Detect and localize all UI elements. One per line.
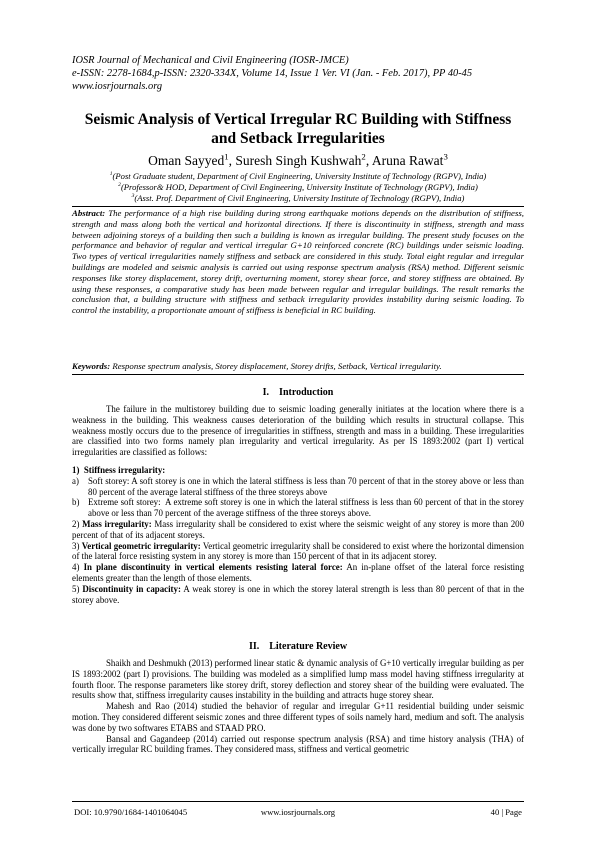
list-item: 2) Mass irregularity: Mass irregularity shall be considered to exist where the seismic weight of any storey is more than 200 percent of that of its adjacent storeys. [72, 518, 525, 540]
list-item-text: Soft storey: A soft storey is one in which the lateral stiffness is less than 70 percent of that in the storey above or less than 80 percent of the average lateral stiffness of the three storeys above [88, 475, 524, 497]
author-mark: 1 [224, 151, 229, 162]
footer-rule [72, 801, 524, 802]
keywords-text: Response spectrum analysis, Storey displacement, Storey drifts, Setback, Vertical irregularity. [112, 361, 442, 371]
section-heading-introduction: I. Introduction [262, 387, 334, 398]
author-name: Oman Sayyed [148, 153, 225, 168]
paragraph: The failure in the multistorey building due to seismic loading generally initiates at the location where there is a weakness in the building. This weakness causes deterioration of the building which results in structural collapse. This weakness mostly occurs due to the presence of irregularities in stiffness, strength and mass in a building. These irregularities are classified into two forms namely plan irregularity and vertical irregularity. As per IS 1893:2002 (part I) vertical irregularities are classified as follows: [72, 404, 524, 458]
list-marker: b) [72, 497, 80, 508]
list-item-label: Mass irregularity: [82, 518, 152, 529]
author-list: Oman Sayyed$^1$, Suresh Singh Kushwah$^2$, Aruna Rawat$^3$ [148, 151, 448, 168]
keywords-bottom-rule [72, 374, 524, 375]
footer-page-number: 40 | Page [490, 807, 522, 817]
affiliation-list [72, 171, 524, 205]
footer-url[interactable]: www.iosrjournals.org [260, 807, 336, 817]
affiliation-mark: 1 [109, 171, 113, 178]
affiliation: $^3$(Asst. Prof. Department of Civil Engineering, University Institute of Technology (RGPV), India) [131, 193, 465, 204]
journal-issn: e-ISSN: 2278-1684,p-ISSN: 2320-334X, Volume 14, Issue 1 Ver. VI (Jan. - Feb. 2017), PP 40-45 [72, 68, 473, 80]
affiliation-mark: 3 [131, 193, 135, 200]
footer-doi: DOI: 10.9790/1684-1401064045 [74, 807, 188, 817]
page-footer [72, 805, 524, 819]
literature-review-body [72, 658, 524, 755]
keywords [72, 361, 524, 372]
list-item [72, 497, 524, 519]
affiliation: $^2$(Professor& HOD, Department of Civil Engineering, University Institute of Technology (RGPV), India) [118, 182, 478, 193]
affiliation-mark: 2 [118, 182, 121, 189]
list-item: 5) Discontinuity in capacity: A weak storey is one in which the storey lateral strength is less than 80 percent of that in the storey above. [72, 583, 525, 605]
paragraph: Mahesh and Rao (2014) studied the behavior of regular and irregular G+11 residential building under seismic motion. They considered different seismic zones and three different types of soils namely hard, medium and soft. The analysis was done by two softwares ETABS and STAAD PRO. [72, 701, 524, 733]
journal-header [72, 54, 532, 94]
paragraph: Shaikh and Deshmukh (2013) performed linear static & dynamic analysis of G+10 vertically irregular building as per IS 1893:2002 (part I) provisions. The building was modeled as a simplified lump mass model having stiffness irregularity at fourth floor. The response parameters like storey drift, storey deflection and storey shear of the building were evaluated. The results show that, stiffness irregularity causes instability in the building and attracts huge storey shear. [72, 658, 524, 701]
author-name: Aruna Rawat [371, 153, 444, 168]
abstract-text: The performance of a high rise building during strong earthquake motions depends on the distribution of stiffness, strength and mass along both the vertical and horizontal directions. If there is discontinuity in stiffness, strength and mass between adjoining storeys of a building then such a building is known as irregular building. The present study focuses on the performance and behavior of regular and vertical irregular G+10 reinforced concrete (RC) buildings under seismic loading. Two types of vertical irregularities namely stiffness and setback are considered in this study. Total eight regular and irregular buildings are modeled and seismic analysis is carried out using response spectrum analysis (RSA) method. Different seismic responses like storey displacement, storey drift, overturning moment, storey shear force, and storey stiffness are obtained. By using these responses, a comparative study has been made between regular and irregular buildings. The result remarks the conclusion that, a building structure with stiffness and setback irregularity provides instability during seismic loading. To control the instability, a proportionate amount of stiffness is beneficial in RC building. [72, 208, 525, 316]
journal-name: IOSR Journal of Mechanical and Civil Engineering (IOSR-JMCE) [72, 55, 349, 66]
list-item-label: Discontinuity in capacity: [82, 583, 181, 594]
affiliation: $^1$(Post Graduate student, Department of Civil Engineering, University Institute of Technology (RGPV), India) [109, 171, 487, 181]
list-item-text: Extreme soft storey: A extreme soft storey is one in which the lateral stiffness is less than 60 percent of that in the storey above or less than 70 percent of the average stiffness of the three storeys above. [88, 497, 524, 519]
section-heading-literature-review: II. Literature Review [248, 641, 348, 652]
list-item-label: Vertical geometric irregularity: [81, 540, 201, 551]
paragraph: Bansal and Gagandeep (2014) carried out response spectrum analysis (RSA) and time history analysis (THA) of vertically irregular RC building frames. They considered mass, stiffness and vertical geometric [72, 733, 524, 755]
keywords-label: Keywords: [72, 361, 111, 371]
journal-website[interactable]: www.iosrjournals.org [72, 81, 163, 93]
list-item [72, 476, 524, 498]
author-mark: 2 [361, 151, 366, 162]
paper-title: Seismic Analysis of Vertical Irregular RC Building with Stiffness and Setback Irregularities [84, 111, 512, 147]
list-item-label: In plane discontinuity in vertical elements resisting lateral force: [83, 562, 343, 573]
abstract-top-rule [72, 206, 524, 207]
list-item: 3) Vertical geometric irregularity: Vertical geometric irregularity shall be considered to exist where the horizontal dimension of the lateral force resisting system in any storey is more than 150 percent of that in its adjacent storey. [72, 540, 524, 562]
abstract-label: Abstract: [72, 208, 106, 218]
list-marker: a) [72, 475, 79, 486]
author-name: Suresh Singh Kushwah [235, 153, 362, 168]
introduction-body [72, 404, 524, 605]
list-item: 4) In plane discontinuity in vertical elements resisting lateral force: An in-plane offset of the lateral force resisting elements greater than the length of those elements. [72, 562, 525, 583]
author-mark: 3 [443, 151, 448, 162]
abstract [72, 208, 524, 316]
list-heading-stiffness: 1) Stiffness irregularity: [72, 464, 166, 475]
